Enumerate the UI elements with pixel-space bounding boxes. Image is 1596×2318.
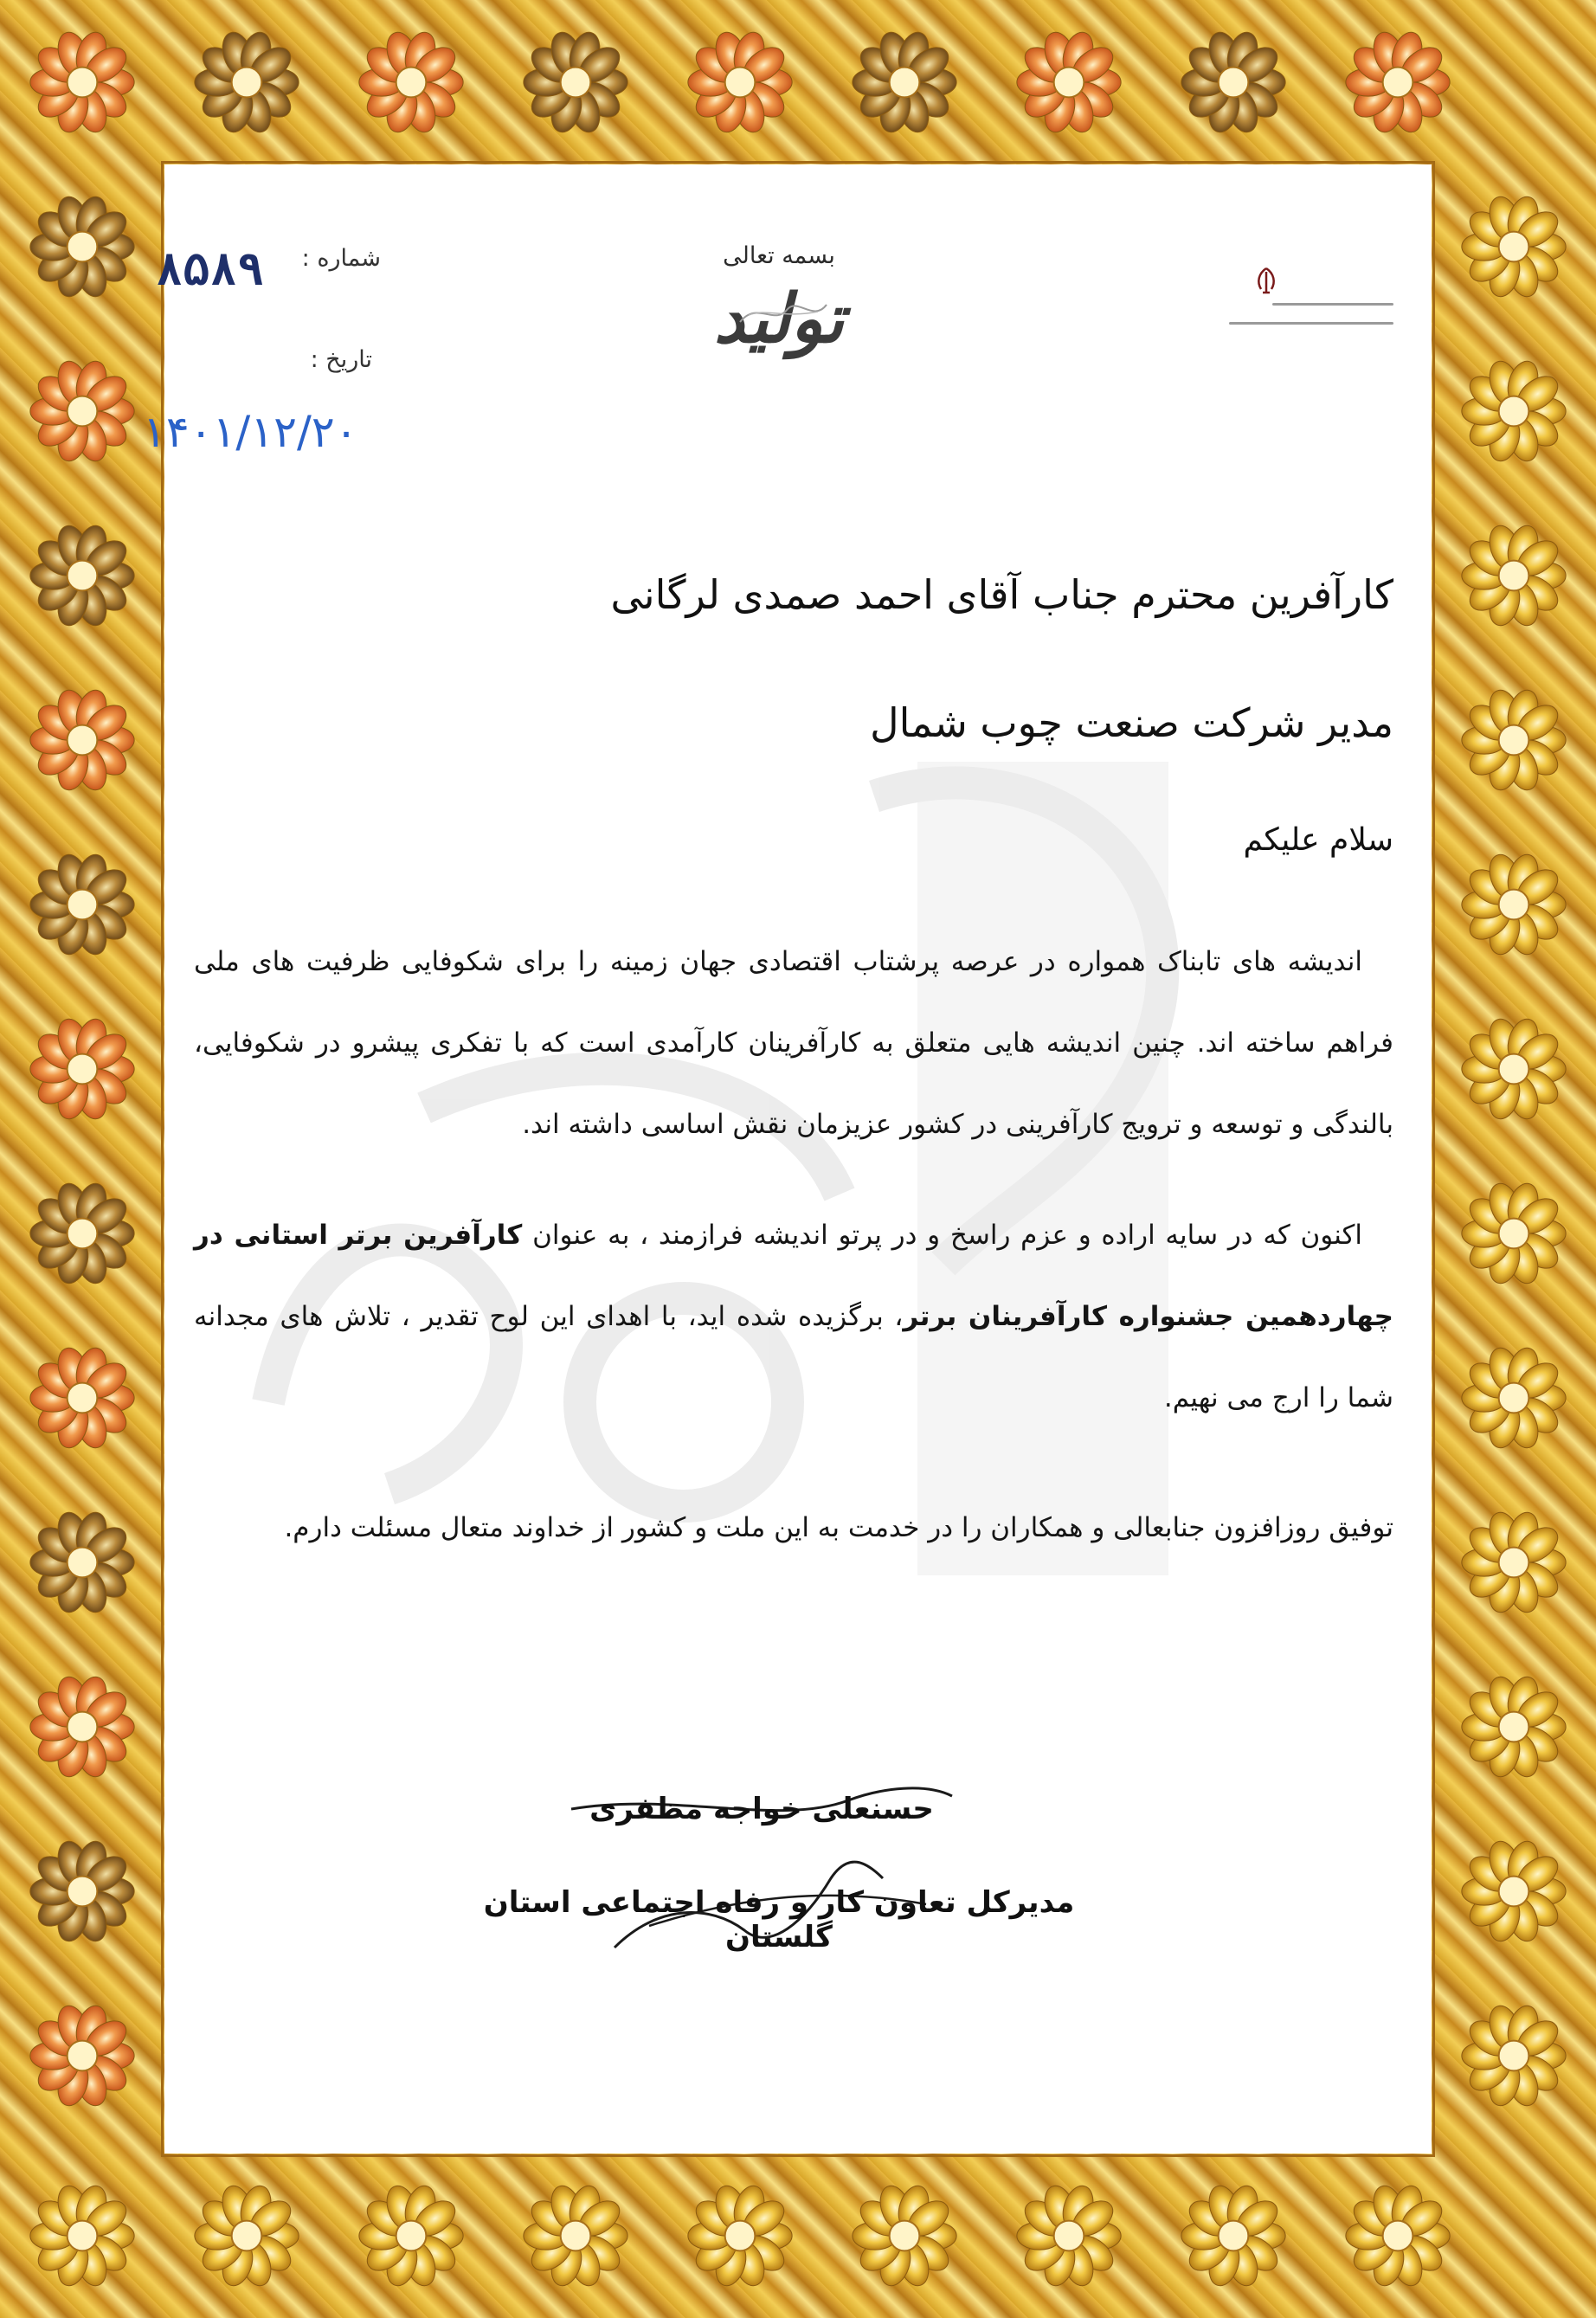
rosette-ornament <box>1462 193 1566 300</box>
rosette-ornament <box>853 2182 956 2289</box>
rosette-ornament <box>1346 2182 1450 2289</box>
rosette-ornament <box>524 2182 627 2289</box>
rosette-ornament <box>30 1673 134 1780</box>
rosette-ornament <box>1017 29 1121 136</box>
rosette-ornament <box>1181 29 1285 136</box>
rosette-ornament <box>853 29 956 136</box>
date-label: تاریخ : <box>310 346 372 373</box>
number-label: شماره : <box>301 245 381 272</box>
rosette-ornament <box>30 851 134 958</box>
paragraph-1 <box>194 921 1393 1165</box>
signer-title: مدیرکل تعاون کار و رفاه اجتماعی استان گلستان <box>483 1885 1075 1954</box>
recipient-line: کارآفرین محترم جناب آقای احمد صمدی لرگانی <box>610 571 1393 618</box>
rosette-ornament <box>1462 1838 1566 1945</box>
paragraph-1-text: اندیشه های تابناک همواره در عرصه پرشتاب اقتصادی جهان زمینه را برای شکوفایی ظرفیت های ملی فراهم ساخته اند. چنین اندیشه هایی متعلق به کارآفرینان کارآمدی است که با تفکری پیشرو در شکوفایی، بالندگی و توسعه و ترویج کارآفرینی در کشور عزیزمان نقش اساسی داشته اند. <box>194 946 1393 1140</box>
rosette-ornament <box>1462 1015 1566 1123</box>
greeting-line: سلام علیکم <box>1243 822 1393 858</box>
rosette-ornament <box>1462 686 1566 794</box>
rosette-ornament <box>359 2182 463 2289</box>
paragraph-2-award-title: کارآفرین برتر استانی در چهاردهمین جشنواره کارآفرینان برتر <box>194 1220 1393 1332</box>
rosette-ornament <box>30 2002 134 2109</box>
year-slogan-logo: تولید <box>713 280 845 358</box>
rosette-ornament <box>30 1344 134 1452</box>
rosette-ornament <box>30 193 134 300</box>
rosette-ornament <box>30 522 134 629</box>
rosette-ornament <box>1462 1180 1566 1287</box>
company-line: مدیر شرکت صنعت چوب شمال <box>870 699 1393 746</box>
ministry-name-line <box>1229 322 1393 325</box>
iran-emblem-icon <box>1253 267 1279 294</box>
rosette-ornament <box>1462 1509 1566 1616</box>
rosette-ornament <box>359 29 463 136</box>
rosette-ornament <box>195 29 299 136</box>
rosette-ornament <box>1181 2182 1285 2289</box>
letter-date: ۱۴۰۱/۱۲/۲۰ <box>143 407 358 457</box>
bismillah-heading: بسمه تعالی <box>723 242 835 269</box>
rosette-ornament <box>1462 522 1566 629</box>
rosette-ornament <box>30 357 134 465</box>
rosette-ornament <box>1462 2002 1566 2109</box>
rosette-ornament <box>30 2182 134 2289</box>
paragraph-3-text: توفیق روزافزون جنابعالی و همکاران را در خدمت به این ملت و کشور از خداوند متعال مسئلت دارم. <box>284 1512 1393 1543</box>
rosette-ornament <box>1462 357 1566 465</box>
rosette-ornament <box>30 1509 134 1616</box>
watermark-logo <box>164 744 1432 1610</box>
rosette-ornament <box>30 686 134 794</box>
paragraph-2-text-a: اکنون که در سایه اراده و عزم راسخ و در پرتو اندیشه فرازمند ، به عنوان <box>522 1220 1362 1251</box>
rosette-ornament <box>1346 29 1450 136</box>
rosette-ornament <box>688 2182 792 2289</box>
rosette-ornament <box>1462 1344 1566 1452</box>
rosette-ornament <box>1462 1673 1566 1780</box>
rosette-ornament <box>30 29 134 136</box>
rosette-ornament <box>195 2182 299 2289</box>
ministry-name-line <box>1272 303 1393 306</box>
rosette-ornament <box>30 1180 134 1287</box>
paragraph-3 <box>194 1487 1393 1568</box>
paragraph-2-text-b: ، برگزیده شده اید، با اهدای این لوح تقدیر ، تلاش های مجدانه شما را ارج می نهیم. <box>194 1301 1393 1413</box>
paragraph-2 <box>194 1194 1393 1439</box>
rosette-ornament <box>30 1015 134 1123</box>
rosette-ornament <box>1017 2182 1121 2289</box>
rosette-ornament <box>524 29 627 136</box>
rosette-ornament <box>1462 851 1566 958</box>
rosette-ornament <box>30 1838 134 1945</box>
letter-number: ۸۵۸۹ <box>156 244 265 296</box>
slogan-calligraphy-icon <box>736 296 831 331</box>
rosette-ornament <box>688 29 792 136</box>
signer-name: حسنعلی خواجه مظفری <box>589 1792 934 1826</box>
